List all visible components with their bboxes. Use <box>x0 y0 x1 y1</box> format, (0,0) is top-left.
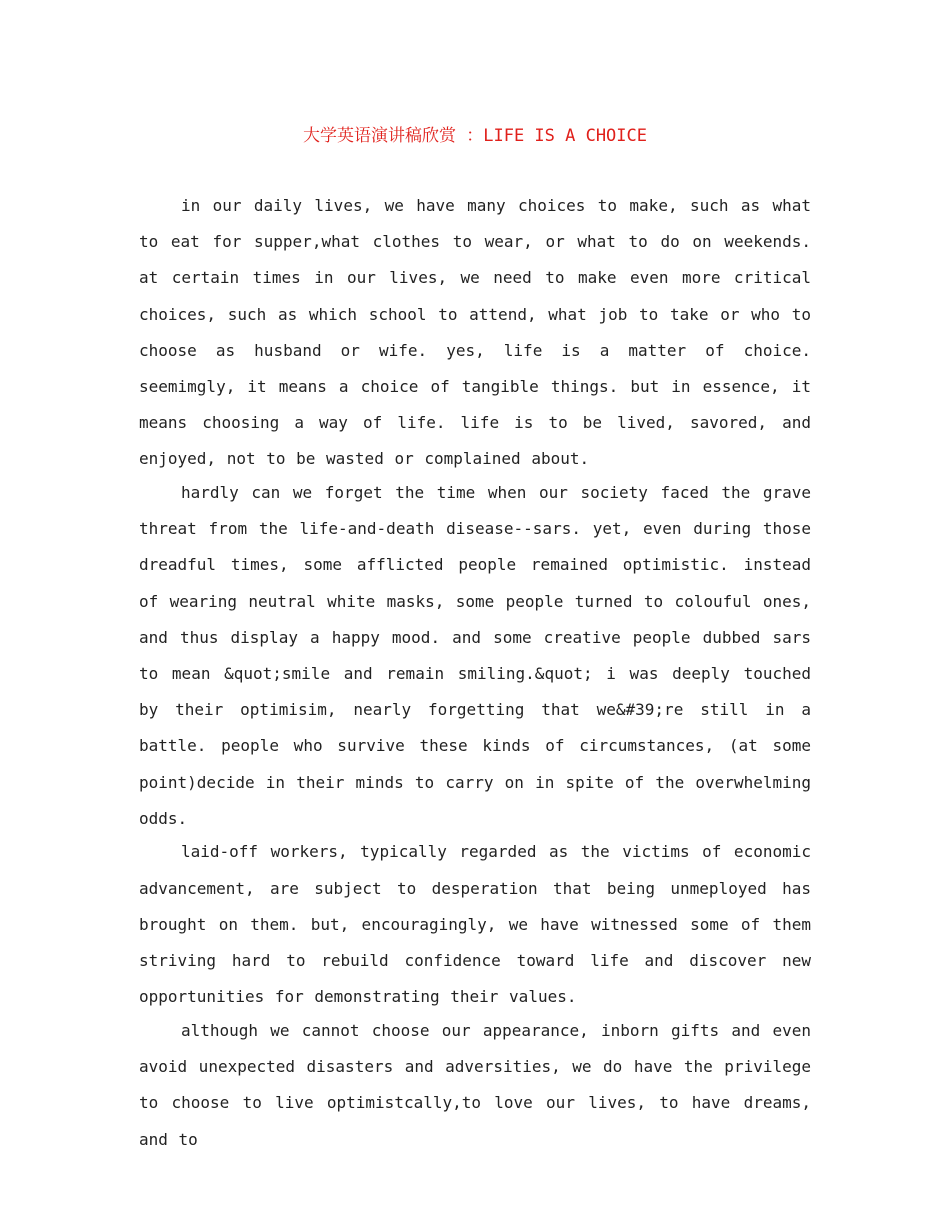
paragraph-1: in our daily lives, we have many choices to make, such as what to eat for supper,what clothes to wear, or what to do on weekends. at certain times in our lives, we need to make even more critical choices, such as which school to attend, what job to take or who to choose as husband or wife. yes, life is a matter of choice. seemimgly, it means a choice of tangible things. but in essence, it means choosing a way of life. life is to be lived, savored, and enjoyed, not to be wasted or complained about. <box>139 196 811 469</box>
document-title: 大学英语演讲稿欣赏 ：LIFE IS A CHOICE <box>303 126 647 146</box>
paragraph-3: laid-off workers, typically regarded as the victims of economic advancement, are subject to desperation that being unmeployed has brought on them. but, encouragingly, we have witnessed some of them striving hard to rebuild confidence toward life and discover new opportunities for demonstrating their values. <box>139 842 811 1007</box>
paragraph-2: hardly can we forget the time when our society faced the grave threat from the life-and-death disease--sars. yet, even during those dreadful times, some afflicted people remained optimistic. instead of wearing neutral white masks, some people turned to colouful ones, and thus display a happy mood. and some creative people dubbed sars to mean &quot;smile and remain smiling.&quot; i was deeply touched by their optimisim, nearly forgetting that we&#39;re still in a battle. people who survive these kinds of circumstances, (at some point)decide in their minds to carry on in spite of the overwhelming odds. <box>139 483 811 828</box>
document-body <box>139 188 811 1155</box>
paragraph-4: although we cannot choose our appearance, inborn gifts and even avoid unexpected disasters and adversities, we do have the privilege to choose to live optimistcally,to love our lives, to have dreams, and to <box>139 1020 811 1149</box>
